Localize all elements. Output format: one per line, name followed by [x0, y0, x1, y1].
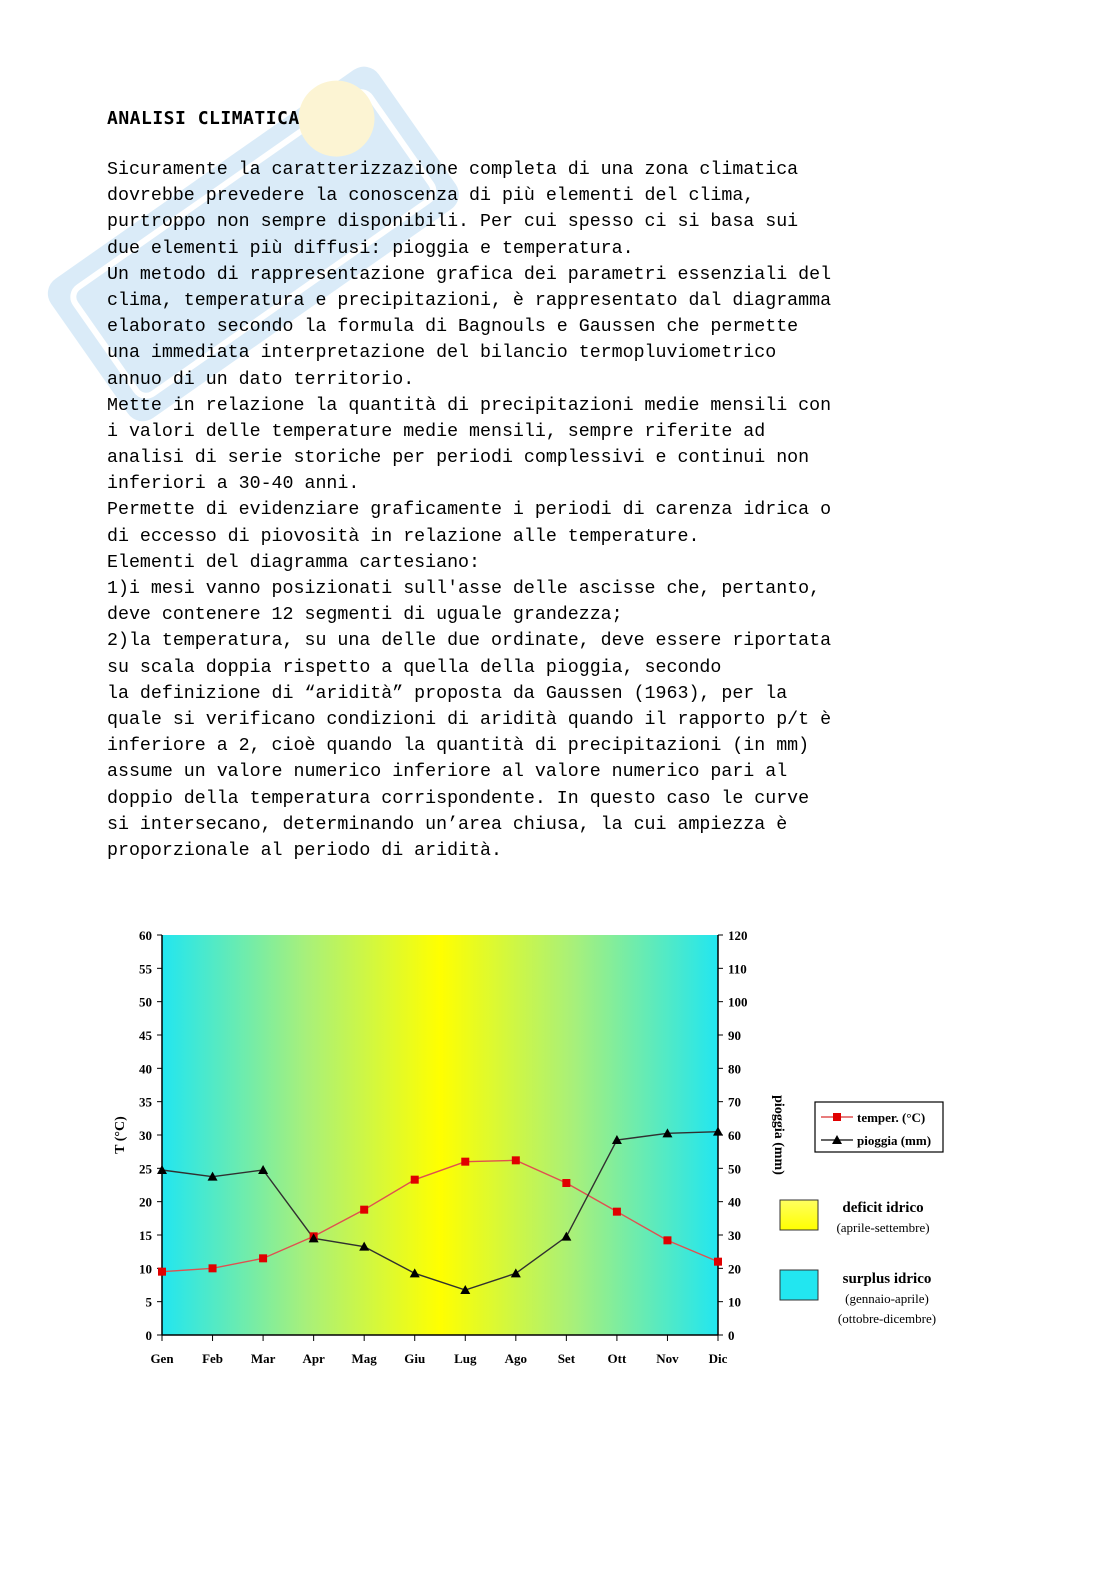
document-title: ANALISI CLIMATICA — [107, 108, 300, 129]
right-tick-label: 80 — [728, 1061, 741, 1077]
paragraph-line: due elementi più diffusi: pioggia e temperatura. — [107, 238, 634, 259]
right-tick-label: 120 — [728, 928, 748, 943]
temperature-point — [411, 1176, 419, 1184]
right-tick-label: 60 — [728, 1128, 741, 1143]
bagnouls-gaussen-chart — [100, 915, 970, 1385]
paragraph-line: purtroppo non sempre disponibili. Per cui spesso ci si basa sui — [107, 212, 799, 233]
paragraph-line: elaborato secondo la formula di Bagnouls e Gaussen che permette — [107, 317, 799, 338]
temperature-point — [259, 1254, 267, 1262]
paragraph-line: Permette di evidenziare graficamente i periodi di carenza idrica o — [107, 500, 832, 521]
x-tick-label: Ott — [607, 1351, 627, 1366]
paragraph-line: doppio della temperatura corrispondente. In questo caso le curve — [107, 788, 810, 809]
paragraph-line: analisi di serie storiche per periodi complessivi e continui non — [107, 448, 810, 469]
paragraph-line: 1)i mesi vanno posizionati sull'asse delle ascisse che, pertanto, — [107, 579, 821, 599]
legend-temperature-label: temper. (°C) — [857, 1110, 926, 1125]
paragraph-line: Mette in relazione la quantità di precipitazioni medie mensili con — [107, 395, 832, 416]
surplus-note: (gennaio-aprile) — [845, 1291, 929, 1306]
left-tick-label: 60 — [139, 928, 152, 943]
paragraph-line: dovrebbe prevedere la conoscenza di più elementi del clima, — [107, 186, 755, 207]
temperature-point — [360, 1206, 368, 1214]
right-tick-label: 20 — [728, 1261, 741, 1277]
left-tick-label: 50 — [139, 994, 152, 1010]
paragraph-line: di eccesso di piovosità in relazione alle temperature. — [107, 526, 700, 547]
right-tick-label: 70 — [728, 1094, 741, 1110]
right-tick-label: 110 — [728, 961, 747, 977]
deficit-title: deficit idrico — [842, 1200, 924, 1216]
paragraph-line: annuo di un dato territorio. — [107, 369, 415, 390]
surplus-title: surplus idrico — [842, 1271, 932, 1287]
left-tick-label: 0 — [145, 1328, 152, 1343]
left-tick-label: 5 — [145, 1294, 152, 1310]
paragraph-line: Sicuramente la caratterizzazione completa di una zona climatica — [107, 160, 799, 180]
x-tick-label: Mag — [351, 1351, 377, 1366]
x-tick-label: Dic — [708, 1351, 728, 1366]
document-paragraph — [107, 157, 1007, 864]
surplus-note-2: (ottobre-dicembre) — [837, 1311, 937, 1326]
left-tick-label: 25 — [139, 1161, 152, 1177]
paragraph-line: si intersecano, determinando un’area chiusa, la cui ampiezza è — [107, 814, 788, 835]
surplus-swatch — [780, 1270, 818, 1300]
temperature-point — [663, 1236, 671, 1244]
plot-background — [162, 935, 718, 1335]
left-tick-label: 35 — [139, 1094, 152, 1110]
right-tick-label: 90 — [728, 1028, 741, 1043]
right-tick-label: 0 — [728, 1328, 735, 1343]
x-tick-label: Lug — [454, 1351, 477, 1366]
left-tick-label: 10 — [139, 1261, 152, 1277]
temperature-point — [209, 1264, 217, 1272]
x-tick-label: Nov — [656, 1351, 679, 1366]
x-tick-label: Feb — [202, 1351, 224, 1366]
right-tick-label: 50 — [728, 1161, 741, 1177]
paragraph-line: una immediata interpretazione del bilancio termopluviometrico — [107, 343, 777, 364]
paragraph-line: quale si verificano condizioni di aridità quando il rapporto p/t è — [107, 709, 832, 730]
temperature-point — [714, 1258, 722, 1266]
paragraph-line: clima, temperatura e precipitazioni, è rappresentato dal diagramma — [107, 290, 832, 311]
right-tick-label: 30 — [728, 1228, 741, 1243]
paragraph-line: i valori delle temperature medie mensili, sempre riferite ad — [107, 421, 766, 442]
left-tick-label: 30 — [139, 1128, 152, 1143]
deficit-note: (aprile-settembre) — [836, 1220, 930, 1235]
right-tick-label: 40 — [728, 1194, 741, 1210]
temperature-point — [461, 1158, 469, 1166]
legend-temperature-marker — [833, 1113, 841, 1121]
x-tick-label: Apr — [302, 1351, 325, 1366]
y-right-axis-title: pioggia (mm) — [771, 1095, 786, 1175]
left-tick-label: 20 — [139, 1194, 152, 1210]
temperature-point — [562, 1179, 570, 1187]
y-left-axis-title: T (°C) — [113, 1116, 128, 1154]
paragraph-line: su scala doppia rispetto a quella della pioggia, secondo — [107, 657, 722, 678]
x-tick-label: Set — [557, 1351, 576, 1366]
paragraph-line: Elementi del diagramma cartesiano: — [107, 552, 480, 573]
right-tick-label: 10 — [728, 1294, 741, 1310]
climate-diagram — [100, 915, 970, 1385]
temperature-point — [613, 1208, 621, 1216]
left-tick-label: 55 — [139, 961, 152, 977]
paragraph-line: deve contenere 12 segmenti di uguale grandezza; — [107, 605, 623, 626]
left-tick-label: 45 — [139, 1028, 152, 1043]
left-tick-label: 15 — [139, 1228, 152, 1243]
temperature-point — [158, 1268, 166, 1276]
paragraph-line: assume un valore numerico inferiore al valore numerico pari al — [107, 762, 788, 783]
x-tick-label: Gen — [150, 1351, 174, 1366]
paragraph-line: inferiore a 2, cioè quando la quantità di precipitazioni (in mm) — [107, 736, 810, 757]
paragraph-line: proporzionale al periodo di aridità. — [107, 840, 502, 861]
x-tick-label: Ago — [504, 1351, 528, 1366]
paragraph-line: 2)la temperatura, su una delle due ordinate, deve essere riportata — [107, 631, 832, 652]
left-tick-label: 40 — [139, 1061, 152, 1077]
paragraph-line: la definizione di “aridità” proposta da Gaussen (1963), per la — [107, 683, 788, 704]
x-tick-label: Mar — [250, 1351, 276, 1366]
paragraph-line: inferiori a 30-40 anni. — [107, 474, 360, 495]
right-tick-label: 100 — [728, 994, 748, 1010]
paragraph-line: Un metodo di rappresentazione grafica dei parametri essenziali del — [107, 264, 832, 285]
x-tick-label: Giu — [404, 1351, 426, 1366]
temperature-point — [512, 1156, 520, 1164]
deficit-swatch — [780, 1200, 818, 1230]
legend-rain-label: pioggia (mm) — [857, 1133, 932, 1148]
